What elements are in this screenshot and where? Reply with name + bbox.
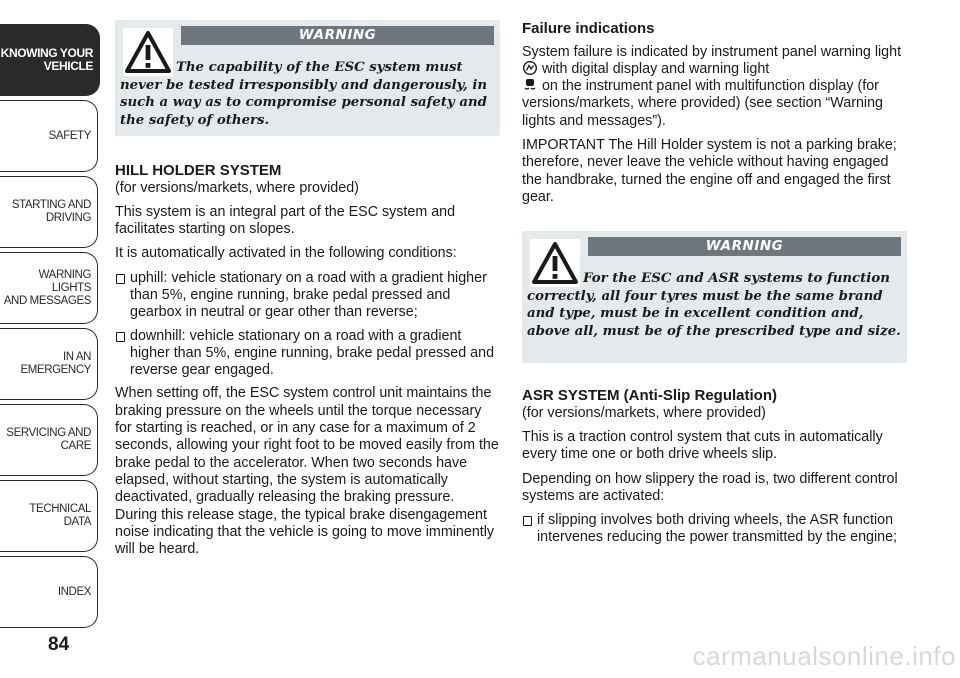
paragraph: This system is an integral part of the ESC system and facilitates starting on slopes. bbox=[115, 203, 456, 238]
list-item bbox=[115, 328, 500, 380]
paragraph: Depending on how slippery the road is, two different control systems are activated: bbox=[522, 470, 898, 504]
section-heading-hill-holder: HILL HOLDER SYSTEM bbox=[115, 162, 282, 179]
tab-index[interactable] bbox=[0, 556, 98, 628]
warning-box bbox=[115, 20, 500, 136]
tab-warning-lights[interactable] bbox=[0, 252, 98, 324]
tab-label: CARE bbox=[60, 440, 91, 452]
list-item-text: uphill: vehicle stationary on a road with a gradient higher than 5%, engine running, brake pedal pressed and gearbox in neutral or gear other than reverse; bbox=[130, 269, 487, 321]
list-item bbox=[115, 270, 500, 322]
tab-technical-data[interactable] bbox=[0, 480, 98, 552]
warning-triangle-icon bbox=[530, 239, 580, 287]
tab-label: VEHICLE bbox=[43, 59, 93, 73]
tab-label: SAFETY bbox=[48, 129, 91, 142]
tab-label: IN AN EMERGENCY bbox=[20, 351, 91, 376]
warning-header: WARNING bbox=[181, 26, 494, 45]
paragraph-failure bbox=[522, 44, 907, 130]
tab-label: TECHNICAL DATA bbox=[29, 503, 91, 528]
tab-label: INDEX bbox=[57, 585, 91, 598]
tab-servicing-and-care[interactable] bbox=[0, 404, 98, 476]
failure-text-b: with digital display and warning light bbox=[541, 60, 770, 77]
paragraph: When setting off, the ESC system control unit maintains the braking pressure on the wheels until the torque necessary for starting is reached, or in any case for a maximum of 2 seconds, allowing your right foot to be moved easily from the brake pedal to the accelerator. When two seconds have elapsed, without starting, the system is automatically deactivated, gradually releasing the braking pressure. During this release stage, the typical brake disengagement noise indicating that the vehicle is going to move imminently will be heard. bbox=[115, 385, 499, 558]
list-item-text: downhill: vehicle stationary on a road with a gradient higher than 5%, engine running, brake pedal pressed and reverse gear engaged. bbox=[130, 327, 495, 379]
right-column bbox=[522, 20, 907, 553]
list-item bbox=[522, 512, 907, 547]
warning-triangle-icon bbox=[123, 28, 173, 76]
control-list bbox=[522, 512, 907, 547]
tab-label: DRIVING bbox=[45, 212, 91, 224]
tab-knowing-your-vehicle[interactable] bbox=[0, 24, 100, 96]
section-heading-asr: ASR SYSTEM (Anti-Slip Regulation) bbox=[522, 387, 777, 405]
warning-text: For the ESC and ASR systems to function correctly, all four tyres must be the same brand and type, must be in excellent condition and, above all, must be of the prescribed type and size. bbox=[527, 271, 901, 339]
warning-header: WARNING bbox=[588, 237, 901, 256]
section-subheading: (for versions/markets, where provided) bbox=[522, 404, 766, 421]
tab-safety[interactable] bbox=[0, 100, 98, 172]
list-item-text: if slipping involves both driving wheels, the ASR function intervenes reducing the power transmitted by the engine; bbox=[537, 512, 898, 546]
left-column bbox=[115, 20, 500, 565]
paragraph-important: IMPORTANT The Hill Holder system is not a parking brake; therefore, never leave the vehicle without having engaged the handbrake, turned the engine off and engaged the first gear. bbox=[522, 136, 897, 205]
checkbox-bullet-icon bbox=[116, 332, 125, 342]
tab-label: AND MESSAGES bbox=[3, 294, 91, 307]
page-number: 84 bbox=[48, 634, 70, 655]
paragraph: It is automatically activated in the following conditions: bbox=[115, 245, 457, 262]
tab-label: WARNING LIGHTS bbox=[38, 268, 91, 294]
esc-warning-light-icon bbox=[522, 61, 538, 75]
warning-text: The capability of the ESC system must never be tested irresponsibly and dangerously, in such a way as to compromise personal safety and the safety of others. bbox=[120, 60, 488, 128]
tab-label: SERVICING AND bbox=[6, 427, 91, 439]
warning-box bbox=[522, 231, 907, 363]
tab-label: STARTING AND bbox=[11, 199, 91, 211]
section-subheading: (for versions/markets, where provided) bbox=[115, 179, 359, 196]
tab-in-an-emergency[interactable] bbox=[0, 328, 98, 400]
checkbox-bullet-icon bbox=[116, 274, 125, 284]
section-heading-failure: Failure indications bbox=[522, 20, 655, 37]
tab-label: KNOWING YOUR bbox=[0, 46, 93, 60]
skidding-car-icon bbox=[522, 78, 538, 92]
failure-text-c: on the instrument panel with multifunction display (for versions/markets, where provided) (see section “Warning lights and messages”). bbox=[522, 78, 884, 129]
tab-starting-and-driving[interactable] bbox=[0, 176, 98, 248]
condition-list bbox=[115, 270, 500, 380]
paragraph: This is a traction control system that cuts in automatically every time one or both drive wheels slip. bbox=[522, 428, 883, 463]
checkbox-bullet-icon bbox=[523, 516, 532, 526]
watermark: carmanualsonline.info bbox=[692, 641, 956, 671]
failure-text-a: System failure is indicated by instrument panel warning light bbox=[522, 43, 902, 60]
